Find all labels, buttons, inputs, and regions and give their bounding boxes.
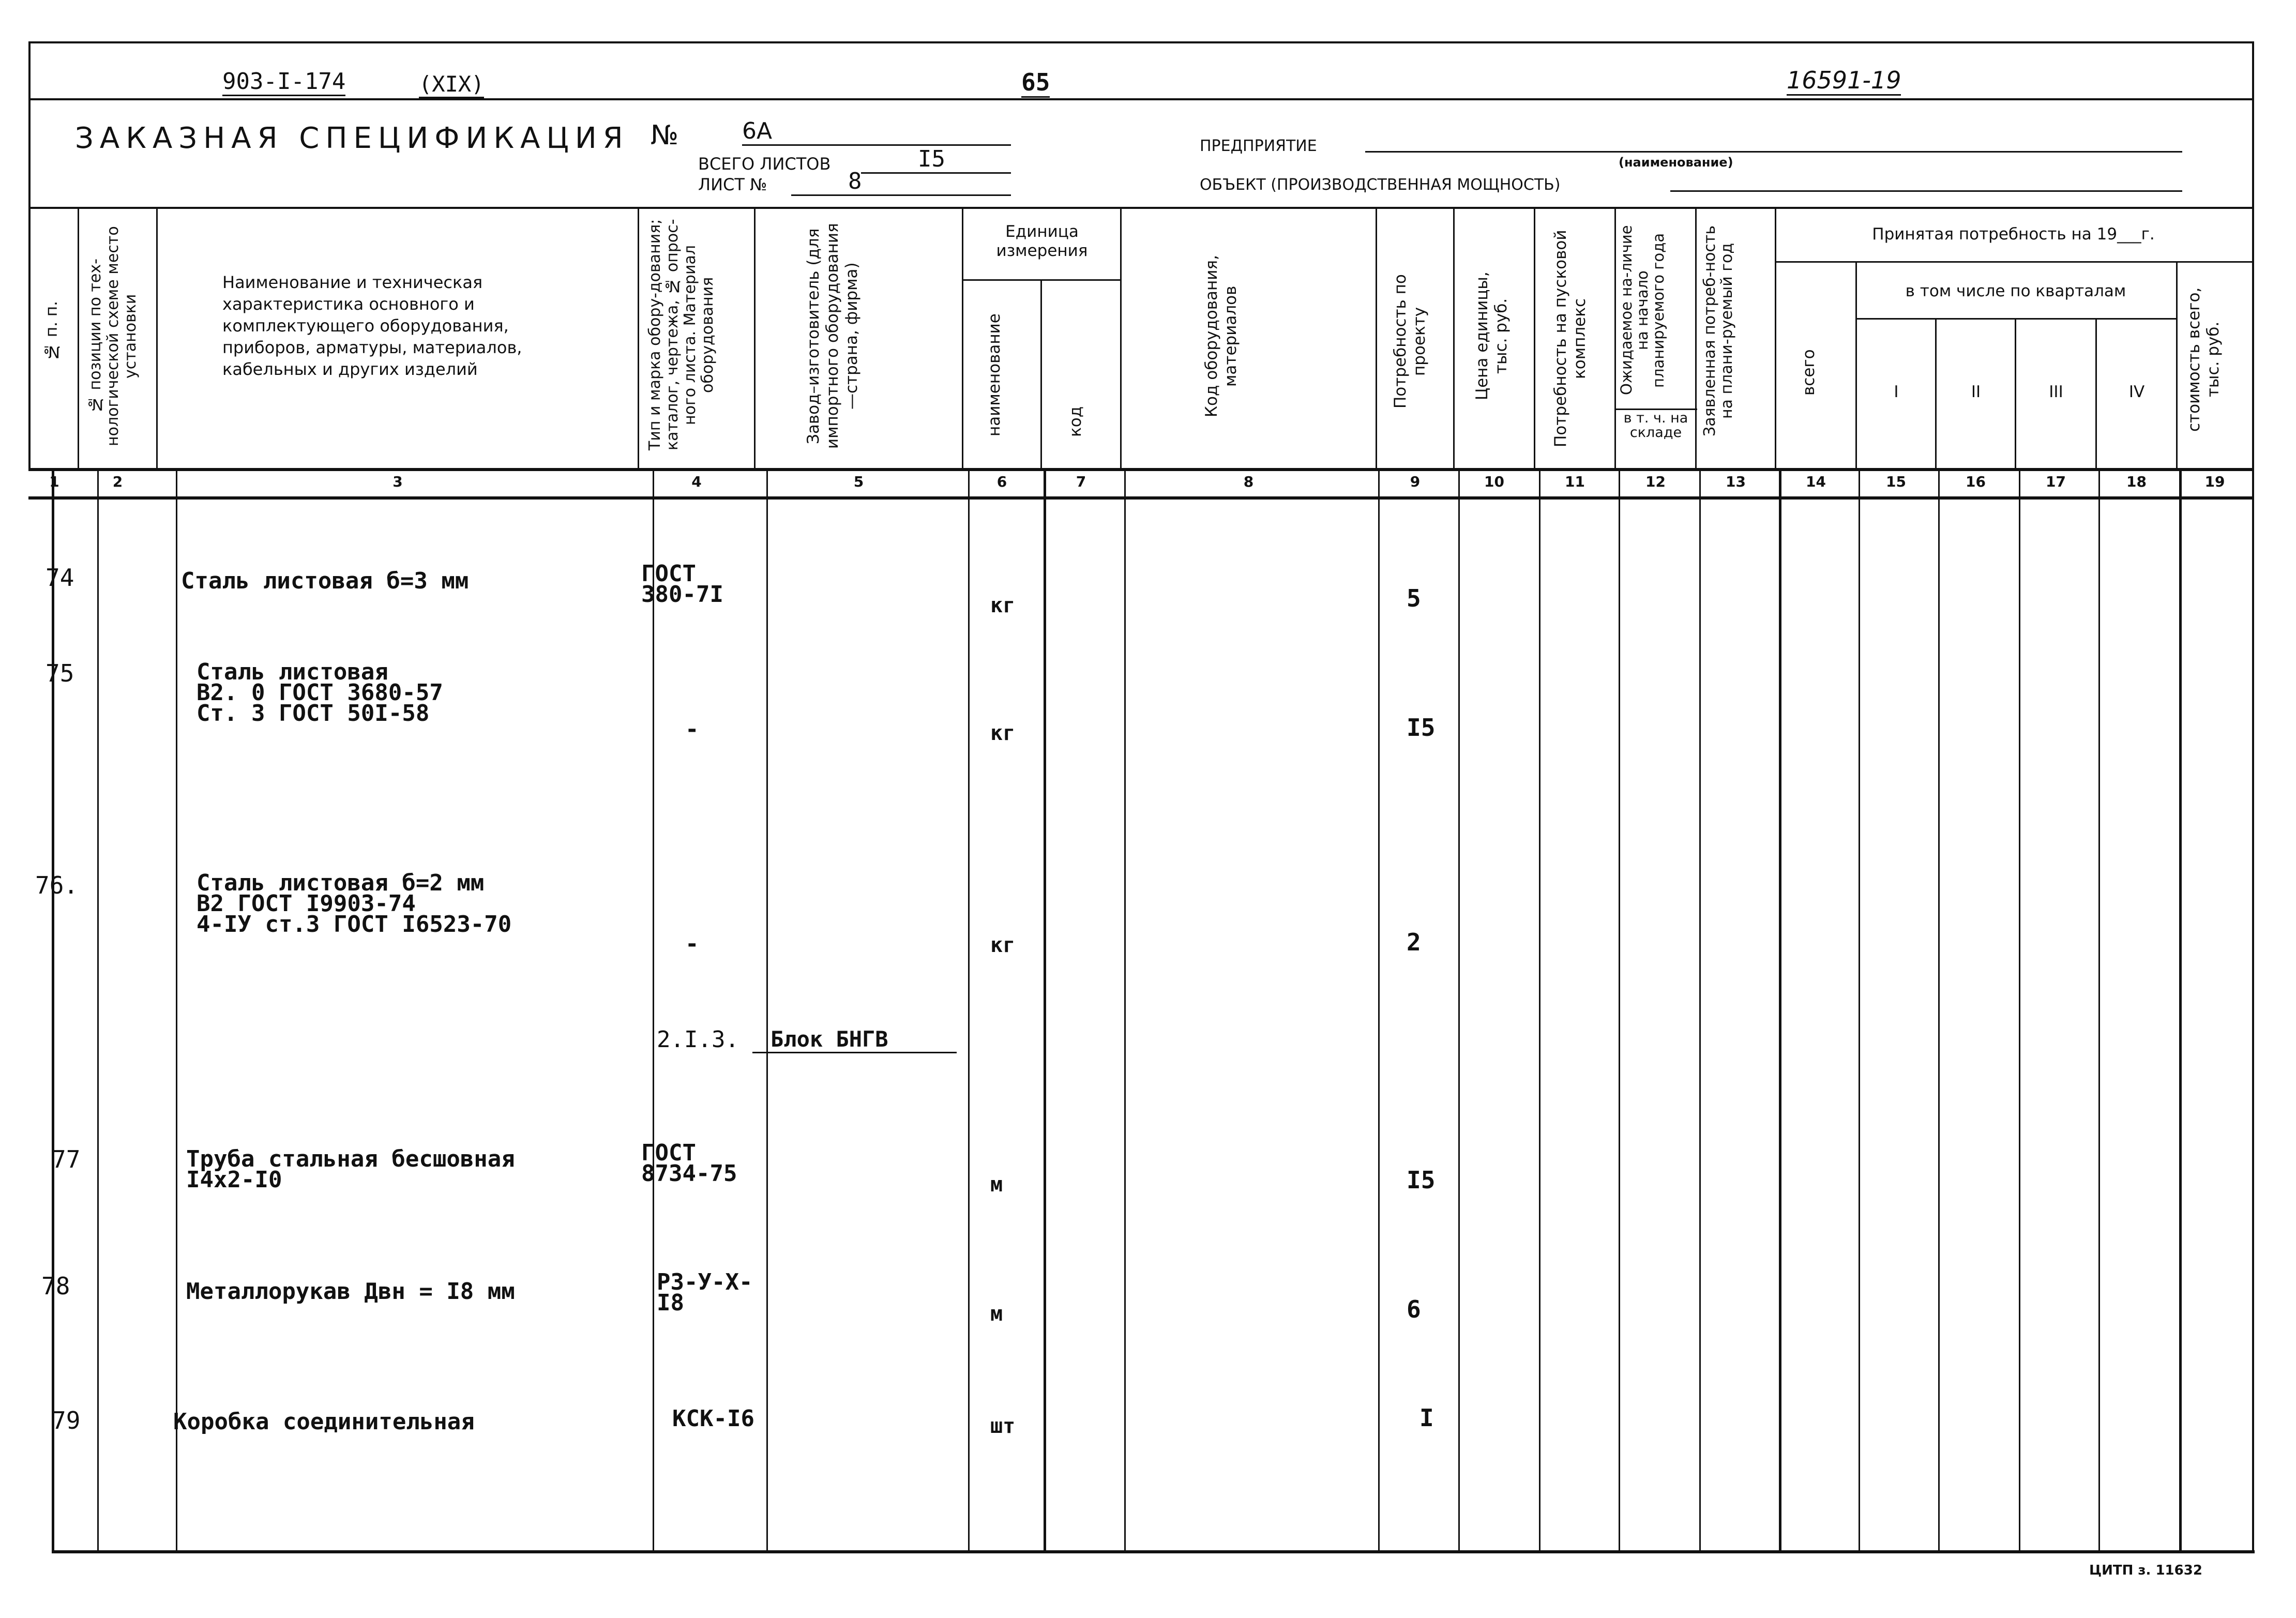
section-code: 2.I.3. [657, 1026, 739, 1053]
column-number: 13 [1726, 473, 1746, 490]
column-number: 19 [2204, 473, 2225, 490]
spec-number-value: 6А [742, 118, 1011, 146]
section-title: Блок БНГВ [752, 1026, 957, 1053]
row-qty: 5 [1407, 584, 1421, 612]
doc-variant: (XIX) [419, 71, 484, 98]
header-quarters-group: в том числе по кварталам [1905, 282, 2126, 300]
spec-number-label: № [651, 120, 679, 151]
header-unit-name: наименование [985, 313, 1004, 436]
header-in-warehouse: в т. ч. на складе [1623, 410, 1688, 441]
enterprise-label: ПРЕДПРИЯТИЕ [1200, 137, 1317, 155]
header-quarter-1: I [1894, 383, 1899, 401]
row-unit: шт [990, 1414, 1016, 1438]
header-accepted-group: Принятая потребность на 19___г. [1872, 225, 2155, 244]
row-type: ГОСТ 380-7I [641, 561, 723, 608]
footer-stamp: ЦИТП з. 11632 [2089, 1563, 2202, 1578]
sheet-number-label: ЛИСТ № [698, 175, 767, 194]
row-name: Труба стальная бесшовная I4х2-I0 [186, 1146, 515, 1193]
row-qty: I5 [1407, 1166, 1436, 1194]
header-position-number: № позиции по тех-нологической схеме место установки [86, 226, 140, 446]
header-manufacturer: Завод–изготовитель (для импортного оборудования —страна, фирма) [804, 223, 861, 449]
row-number: 75 [46, 659, 74, 687]
row-number: 76. [35, 871, 79, 899]
column-number: 1 [49, 473, 59, 490]
row-type: - [685, 931, 699, 957]
header-quarter-2: II [1971, 383, 1981, 401]
enterprise-line [1365, 151, 2182, 153]
row-number: 77 [52, 1145, 81, 1173]
row-qty: 2 [1407, 928, 1421, 956]
doc-code-text: 903-I-174 [222, 68, 346, 95]
row-type: ГОСТ 8734-75 [641, 1140, 737, 1187]
header-total-cost: стоимость всего, тыс. руб. [2185, 287, 2223, 432]
row-unit: м [990, 1173, 1003, 1197]
row-type: - [685, 716, 699, 743]
form-title: ЗАКАЗНАЯ СПЕЦИФИКАЦИЯ [75, 122, 629, 155]
header-quarter-4: IV [2128, 383, 2145, 401]
column-number: 16 [1966, 473, 1986, 490]
inventory-number: 16591-19 [1787, 66, 1901, 96]
row-name: Сталь листовая В2. 0 ГОСТ 3680-57 Ст. 3 ГОСТ 50I-58 [197, 659, 443, 727]
row-unit: кг [990, 933, 1016, 957]
row-unit: кг [990, 594, 1016, 617]
header-quarter-3: III [2049, 383, 2063, 401]
total-sheets-value: I5 [861, 146, 1011, 174]
header-unit-group: Единица измерения [996, 222, 1088, 260]
row-unit: м [990, 1302, 1003, 1326]
header-total: всего [1800, 349, 1818, 396]
header-project-need: Потребность по проекту [1391, 274, 1429, 409]
row-qty: 6 [1407, 1295, 1421, 1323]
object-label: ОБЪЕКТ (ПРОИЗВОДСТВЕННАЯ МОЩНОСТЬ) [1200, 176, 1561, 194]
header-unit-price: Цена единицы, тыс. руб. [1473, 271, 1510, 401]
column-number: 9 [1410, 473, 1421, 490]
row-name: Коробка соединительная [173, 1409, 475, 1435]
doc-code [222, 68, 345, 96]
row-qty: I [1419, 1404, 1434, 1432]
row-name: Металлорукав Двн = I8 мм [186, 1278, 515, 1305]
column-number: 15 [1886, 473, 1906, 490]
row-number: 78 [41, 1272, 70, 1300]
column-number: 5 [853, 473, 864, 490]
column-number: 17 [2046, 473, 2066, 490]
column-number: 7 [1076, 473, 1086, 490]
header-name-description: Наименование и техническая характеристика основного и комплектующего оборудования, приборов, арматуры, материалов, кабельных и других изделий [222, 273, 522, 379]
row-name: Сталь листовая б=3 мм [181, 568, 469, 594]
row-type: КСК-I6 [672, 1405, 754, 1432]
column-number: 11 [1565, 473, 1585, 490]
row-name: Сталь листовая б=2 мм В2 ГОСТ I9903-74 4-IУ ст.3 ГОСТ I6523-70 [197, 870, 512, 937]
column-number: 8 [1243, 473, 1254, 490]
name-caption: (наименование) [1619, 155, 1733, 170]
row-qty: I5 [1407, 714, 1436, 742]
column-number: 18 [2126, 473, 2147, 490]
column-number: 14 [1806, 473, 1826, 490]
column-number: 3 [392, 473, 403, 490]
row-unit: кг [990, 721, 1016, 745]
header-equipment-code: Код оборудования, материалов [1202, 255, 1240, 417]
header-row-number: № п. п. [42, 301, 61, 361]
row-type: РЗ-У-Х- I8 [657, 1269, 753, 1316]
column-number: 12 [1645, 473, 1666, 490]
header-expected-stock: Ожидаемое на-личие на начало планируемого года [1618, 225, 1667, 396]
header-type-brand: Тип и марка обору-дования; каталог, чертежа, № опрос-ного листа. Материал оборудования [646, 219, 717, 451]
page-number: 65 [1021, 68, 1050, 98]
header-startup-need: Потребность на пусковой комплекс [1551, 230, 1589, 448]
column-number: 10 [1484, 473, 1504, 490]
row-number: 79 [52, 1407, 81, 1434]
row-number: 74 [46, 564, 74, 592]
object-line [1670, 190, 2182, 192]
column-number: 6 [996, 473, 1007, 490]
column-number: 4 [691, 473, 702, 490]
header-declared-need: Заявленная потреб-ность на плани-руемый год [1701, 225, 1736, 437]
header-unit-code: код [1066, 406, 1085, 437]
sheet-number-value: 8 [791, 168, 1011, 196]
column-number: 2 [112, 473, 123, 490]
total-sheets-label: ВСЕГО ЛИСТОВ [698, 154, 831, 174]
